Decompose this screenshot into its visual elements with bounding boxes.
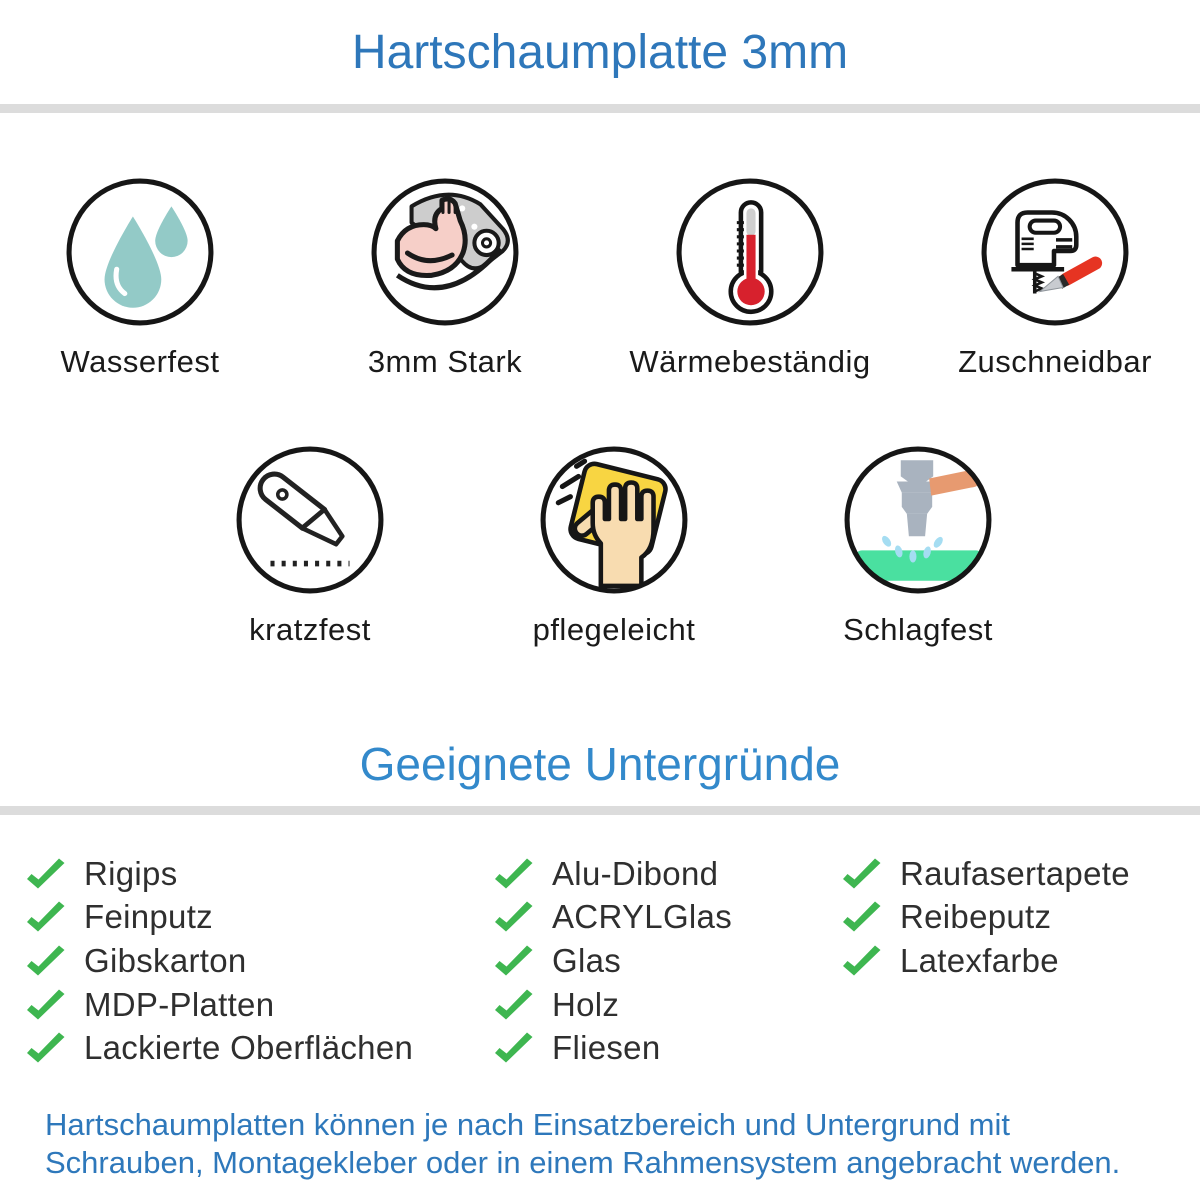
divider — [0, 806, 1200, 815]
checkmark-icon — [841, 944, 883, 978]
checkmark-icon — [841, 900, 883, 934]
checkmark-icon — [841, 857, 883, 891]
checkmark-icon — [25, 988, 67, 1022]
jigsaw-cutter-icon — [979, 176, 1131, 328]
hammer-impact-icon — [842, 444, 994, 596]
checkmark-icon — [25, 1031, 67, 1065]
feature-label: 3mm Stark — [367, 344, 523, 379]
checkmark-icon — [493, 900, 535, 934]
checkmark-icon — [493, 988, 535, 1022]
list-item — [493, 983, 732, 1027]
feature-label: Zuschneidbar — [958, 344, 1152, 379]
list-item — [493, 939, 732, 983]
divider — [0, 104, 1200, 113]
list-item — [493, 896, 732, 940]
water-drops-icon — [64, 176, 216, 328]
feature-kratzfest — [180, 444, 440, 648]
list-item — [493, 1026, 732, 1070]
mounting-note — [45, 1106, 1175, 1181]
checkmark-icon — [493, 944, 535, 978]
list-item-label: Latexfarbe — [900, 941, 1059, 979]
feature-label: Wärmebeständig — [629, 344, 871, 379]
list-item-label: Gibskarton — [84, 941, 247, 979]
list-item — [25, 852, 413, 896]
cleaning-hand-cloth-icon — [538, 444, 690, 596]
flexed-biceps-roll-icon — [369, 176, 521, 328]
checkmark-icon — [493, 857, 535, 891]
list-item — [841, 896, 1130, 940]
list-item — [25, 939, 413, 983]
checkmark-icon — [25, 857, 67, 891]
list-item-label: Glas — [552, 941, 622, 979]
mounting-note-line2: Schrauben, Montagekleber oder in einem Rahmensystem angebracht werden. — [45, 1144, 1121, 1180]
list-item-label: Lackierte Oberflächen — [84, 1029, 414, 1067]
checkmark-icon — [25, 900, 67, 934]
checkmark-icon — [25, 944, 67, 978]
thermometer-icon — [674, 176, 826, 328]
substrates-heading: Geeignete Untergründe — [359, 738, 841, 790]
feature-pflegeleicht — [484, 444, 744, 648]
feature-schlagfest — [788, 444, 1048, 648]
list-item-label: Fliesen — [552, 1029, 661, 1067]
list-item-label: MDP-Platten — [84, 985, 275, 1023]
utility-knife-icon — [234, 444, 386, 596]
feature-waermebestaendig — [620, 176, 880, 380]
list-item — [25, 1026, 413, 1070]
list-item-label: Holz — [552, 985, 620, 1023]
feature-label: Schlagfest — [843, 612, 993, 647]
list-item — [25, 896, 413, 940]
feature-row-2 — [180, 444, 1048, 648]
feature-label: kratzfest — [249, 612, 371, 647]
page-title: Hartschaumplatte 3mm — [351, 26, 849, 79]
feature-label: Wasserfest — [60, 344, 220, 379]
list-item-label: Feinputz — [84, 898, 213, 936]
feature-label: pflegeleicht — [532, 612, 696, 647]
feature-wasserfest — [10, 176, 270, 380]
mounting-note-line1: Hartschaumplatten können je nach Einsatzbereich und Untergrund mit — [45, 1107, 1010, 1142]
checkmark-icon — [493, 1031, 535, 1065]
list-item-label: Reibeputz — [900, 898, 1052, 936]
substrates-column-3 — [841, 852, 1130, 983]
substrates-column-2 — [493, 852, 732, 1070]
feature-row-1 — [10, 176, 1185, 380]
list-item-label: Alu-Dibond — [552, 854, 719, 892]
list-item — [25, 983, 413, 1027]
list-item-label: ACRYLGlas — [552, 898, 732, 936]
substrates-column-1 — [25, 852, 413, 1070]
feature-zuschneidbar — [925, 176, 1185, 380]
list-item-label: Rigips — [84, 854, 178, 892]
list-item-label: Raufasertapete — [900, 854, 1130, 892]
feature-3mm-stark — [315, 176, 575, 380]
list-item — [841, 852, 1130, 896]
list-item — [841, 939, 1130, 983]
list-item — [493, 852, 732, 896]
